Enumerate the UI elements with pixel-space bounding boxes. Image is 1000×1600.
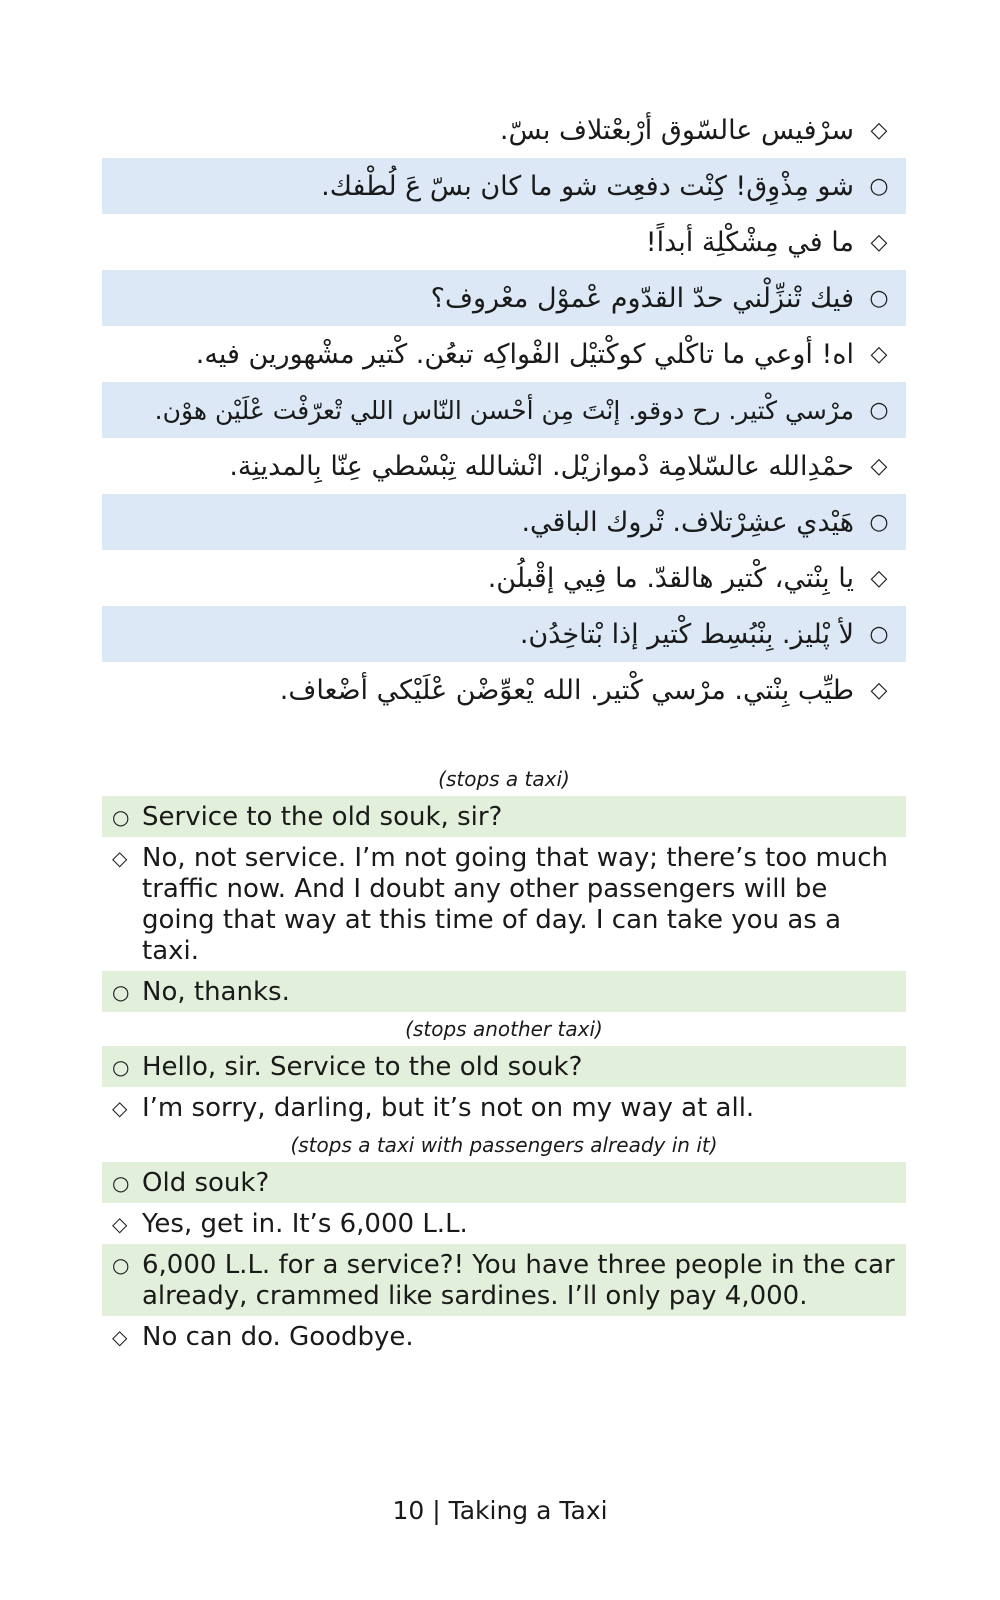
arabic-line <box>102 550 906 606</box>
arabic-dialogue <box>102 102 906 718</box>
arabic-line <box>102 326 906 382</box>
circle-bullet-icon: ○ <box>112 1253 130 1277</box>
english-line <box>102 1203 906 1244</box>
arabic-line-text: سرْفيس عالسّوق أرْبعْتلاف بسّ. <box>499 114 854 146</box>
circle-bullet-icon: ○ <box>869 397 889 423</box>
diamond-bullet-icon: ◇ <box>870 341 888 367</box>
english-line <box>102 1162 906 1203</box>
arabic-line <box>102 214 906 270</box>
arabic-line <box>102 270 906 326</box>
diamond-bullet-icon: ◇ <box>870 117 888 143</box>
circle-bullet-icon: ○ <box>112 805 130 829</box>
arabic-line-text: شو مِذْوِق! كِنْت دفعِت شو ما كان بسّ عَ لُطْفك. <box>321 170 854 202</box>
english-line <box>102 1087 906 1128</box>
english-line-text: I’m sorry, darling, but it’s not on my way at all. <box>142 1093 755 1123</box>
arabic-line <box>102 662 906 718</box>
english-line <box>102 837 906 971</box>
circle-bullet-icon: ○ <box>869 285 889 311</box>
arabic-line <box>102 438 906 494</box>
circle-bullet-icon: ○ <box>112 1055 130 1079</box>
arabic-line-text: حمْدِالله عالسّلامِة دْموازيْل. انْشالله تِبْسْطي عِنّا بِالمدينِة. <box>229 450 854 482</box>
stage-direction: (stops another taxi) <box>405 1017 603 1041</box>
english-dialogue <box>102 762 906 1357</box>
arabic-line-text: فيك تْنزِّلْني حدّ القدّوم عْموْل معْروف؟ <box>430 282 854 314</box>
english-line <box>102 971 906 1012</box>
arabic-line <box>102 382 906 438</box>
english-line-text: Yes, get in. It’s 6,000 L.L. <box>142 1209 468 1239</box>
circle-bullet-icon: ○ <box>869 621 889 647</box>
english-line-text: Service to the old souk, sir? <box>142 802 503 832</box>
english-line <box>102 796 906 837</box>
arabic-line-text: مرْسي كْتير. رح دوقو. إنْتَ مِن أحْسن النّاس اللي تْعرّفْت عْلَيْن هوْن. <box>154 395 854 425</box>
diamond-bullet-icon: ◇ <box>870 229 888 255</box>
arabic-line-text: طيِّب بِنْتي. مرْسي كْتير. الله يْعوِّضْن عْلَيْكي أضْعاف. <box>279 674 854 706</box>
arabic-line-text: لأ پْليز. بِنْبُسِط كْتير إذا بْتاخِدُن. <box>519 618 854 650</box>
circle-bullet-icon: ○ <box>112 980 130 1004</box>
diamond-bullet-icon: ◇ <box>870 565 888 591</box>
circle-bullet-icon: ○ <box>869 173 889 199</box>
english-line <box>102 1244 906 1316</box>
arabic-line <box>102 102 906 158</box>
page-footer: 10 | Taking a Taxi <box>392 1496 608 1525</box>
diamond-bullet-icon: ◇ <box>112 1212 128 1236</box>
english-line-text: Hello, sir. Service to the old souk? <box>142 1052 583 1082</box>
arabic-line-text: هَيْدي عشِرْتلاف. تْروك الباقي. <box>521 506 854 538</box>
arabic-line <box>102 494 906 550</box>
diamond-bullet-icon: ◇ <box>112 1325 128 1349</box>
diamond-bullet-icon: ◇ <box>870 677 888 703</box>
diamond-bullet-icon: ◇ <box>870 453 888 479</box>
diamond-bullet-icon: ◇ <box>112 846 128 870</box>
english-line-text: No, thanks. <box>142 977 290 1007</box>
english-line-text: No, not service. I’m not going that way; there’s too much traffic now. And I doubt any other passengers will be going that way at this time of day. I can take you as a taxi. <box>142 843 889 966</box>
english-line-text: Old souk? <box>142 1168 270 1198</box>
english-line <box>102 1046 906 1087</box>
arabic-line-text: يا بِنْتي، كْتير هالقدّ. ما فِيي إقْبلُن. <box>487 562 854 594</box>
arabic-line-text: ما في مِشْكْلِة أبداً! <box>645 226 854 258</box>
diamond-bullet-icon: ◇ <box>112 1096 128 1120</box>
english-line-text: 6,000 L.L. for a service?! You have three people in the car already, crammed like sardines. I’ll only pay 4,000. <box>142 1250 895 1311</box>
arabic-line <box>102 606 906 662</box>
circle-bullet-icon: ○ <box>869 509 889 535</box>
english-line-text: No can do. Goodbye. <box>142 1322 414 1352</box>
circle-bullet-icon: ○ <box>112 1171 130 1195</box>
stage-direction: (stops a taxi with passengers already in it) <box>290 1133 718 1157</box>
arabic-line <box>102 158 906 214</box>
stage-direction: (stops a taxi) <box>438 767 570 791</box>
english-line <box>102 1316 906 1357</box>
arabic-line-text: اه! أوعي ما تاكْلي كوكْتيْل الفْواكِه تبعُن. كْتير مشْهورين فيه. <box>195 338 854 370</box>
